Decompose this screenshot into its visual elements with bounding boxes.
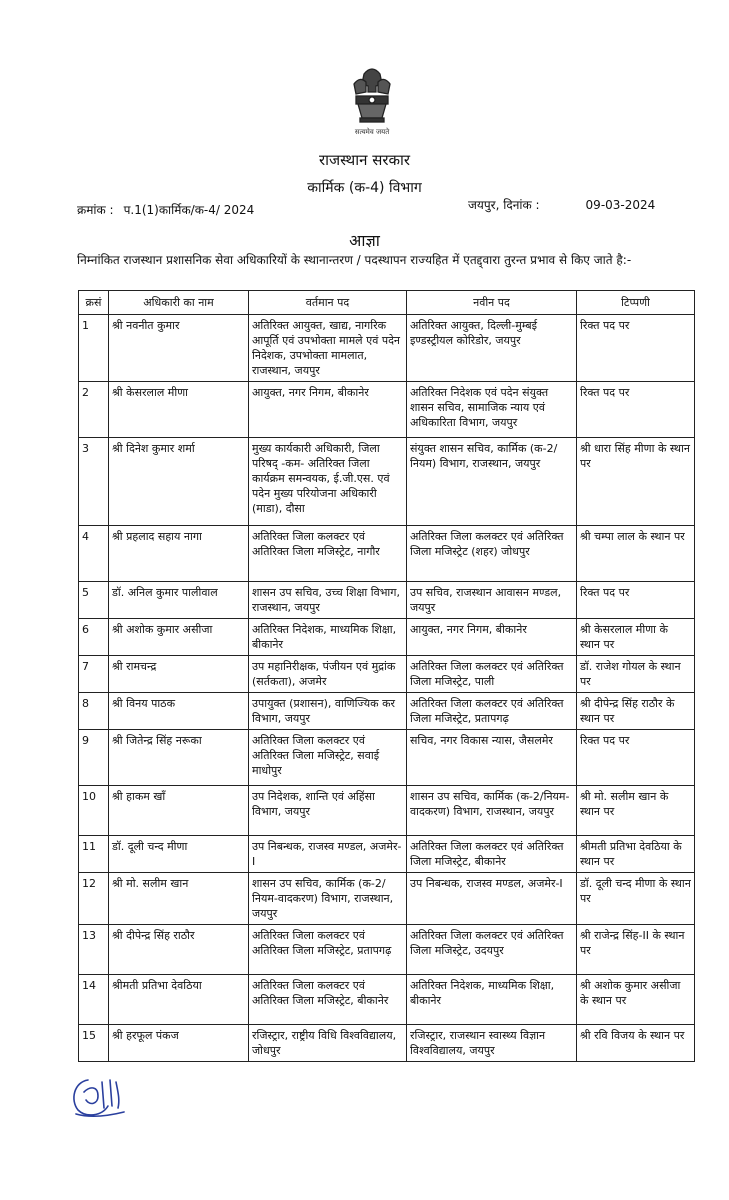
handwritten-signature-icon xyxy=(68,1072,128,1120)
cell-new-post: संयुक्त शासन सचिव, कार्मिक (क-2/नियम) विभाग, राजस्थान, जयपुर xyxy=(407,438,577,526)
header-remarks: टिप्पणी xyxy=(577,291,695,315)
table-row xyxy=(79,693,695,730)
header-new-post: नवीन पद xyxy=(407,291,577,315)
cell-current-post: उपायुक्त (प्रशासन), वाणिज्यिक कर विभाग, जयपुर xyxy=(249,693,407,730)
cell-officer-name: श्री मो. सलीम खान xyxy=(109,873,249,925)
cell-current-post: मुख्य कार्यकारी अधिकारी, जिला परिषद् -कम- अतिरिक्त जिला कार्यक्रम समन्वयक, ई.जी.एस. एवं पदेन मुख्य परियोजना अधिकारी (माडा), दौसा xyxy=(249,438,407,526)
cell-officer-name: श्री दिनेश कुमार शर्मा xyxy=(109,438,249,526)
cell-new-post: सचिव, नगर विकास न्यास, जैसलमेर xyxy=(407,730,577,786)
table-row xyxy=(79,1025,695,1062)
cell-remarks: श्रीमती प्रतिभा देवठिया के स्थान पर xyxy=(577,836,695,873)
cell-new-post: अतिरिक्त आयुक्त, दिल्ली-मुम्बई इण्डस्ट्रीयल कोरिडोर, जयपुर xyxy=(407,315,577,382)
table-row xyxy=(79,656,695,693)
cell-serial: 4 xyxy=(79,526,109,582)
reference-number xyxy=(77,201,254,218)
cell-officer-name: श्री प्रहलाद सहाय नागा xyxy=(109,526,249,582)
table-row xyxy=(79,873,695,925)
cell-new-post: आयुक्त, नगर निगम, बीकानेर xyxy=(407,619,577,656)
cell-remarks: रिक्त पद पर xyxy=(577,315,695,382)
table-row xyxy=(79,315,695,382)
place-date xyxy=(468,196,655,213)
cell-remarks: श्री धारा सिंह मीणा के स्थान पर xyxy=(577,438,695,526)
transfer-table xyxy=(78,290,695,1062)
cell-new-post: रजिस्ट्रार, राजस्थान स्वास्थ्य विज्ञान विश्वविद्यालय, जयपुर xyxy=(407,1025,577,1062)
cell-current-post: उप निबन्धक, राजस्व मण्डल, अजमेर-I xyxy=(249,836,407,873)
cell-officer-name: श्री रामचन्द्र xyxy=(109,656,249,693)
cell-serial: 8 xyxy=(79,693,109,730)
reference-label: क्रमांक : xyxy=(77,203,114,217)
cell-officer-name: श्री जितेन्द्र सिंह नरूका xyxy=(109,730,249,786)
table-row xyxy=(79,526,695,582)
cell-remarks: डॉ. राजेश गोयल के स्थान पर xyxy=(577,656,695,693)
cell-current-post: अतिरिक्त जिला कलक्टर एवं अतिरिक्त जिला मजिस्ट्रेट, सवाई माधोपुर xyxy=(249,730,407,786)
order-intro: निम्नांकित राजस्थान प्रशासनिक सेवा अधिकारियों के स्थानान्तरण / पदस्थापन राज्यहित में एतद्द्वारा तुरन्त प्रभाव से किए जाते है:- xyxy=(77,253,632,267)
department-heading: कार्मिक (क-4) विभाग xyxy=(307,180,422,196)
header-officer-name: अधिकारी का नाम xyxy=(109,291,249,315)
cell-remarks: श्री अशोक कुमार असीजा के स्थान पर xyxy=(577,975,695,1025)
cell-current-post: उप महानिरीक्षक, पंजीयन एवं मुद्रांक (सर्तकता), अजमेर xyxy=(249,656,407,693)
cell-new-post: उप सचिव, राजस्थान आवासन मण्डल, जयपुर xyxy=(407,582,577,619)
order-title: आज्ञा xyxy=(349,231,380,250)
cell-officer-name: श्री हरफूल पंकज xyxy=(109,1025,249,1062)
cell-officer-name: डॉ. दूली चन्द मीणा xyxy=(109,836,249,873)
cell-new-post: अतिरिक्त निदेशक एवं पदेन संयुक्त शासन सचिव, सामाजिक न्याय एवं अधिकारिता विभाग, जयपुर xyxy=(407,382,577,438)
cell-current-post: आयुक्त, नगर निगम, बीकानेर xyxy=(249,382,407,438)
cell-current-post: अतिरिक्त निदेशक, माध्यमिक शिक्षा, बीकानेर xyxy=(249,619,407,656)
cell-remarks: श्री रवि विजय के स्थान पर xyxy=(577,1025,695,1062)
cell-new-post: अतिरिक्त जिला कलक्टर एवं अतिरिक्त जिला मजिस्ट्रेट, बीकानेर xyxy=(407,836,577,873)
cell-officer-name: श्रीमती प्रतिभा देवठिया xyxy=(109,975,249,1025)
cell-serial: 9 xyxy=(79,730,109,786)
header-serial: क्रसं xyxy=(79,291,109,315)
table-row xyxy=(79,975,695,1025)
cell-serial: 13 xyxy=(79,925,109,975)
table-row xyxy=(79,619,695,656)
table-row xyxy=(79,786,695,836)
table-row xyxy=(79,438,695,526)
cell-new-post: अतिरिक्त जिला कलक्टर एवं अतिरिक्त जिला मजिस्ट्रेट, उदयपुर xyxy=(407,925,577,975)
cell-new-post: शासन उप सचिव, कार्मिक (क-2/नियम-वादकरण) विभाग, राजस्थान, जयपुर xyxy=(407,786,577,836)
table-row xyxy=(79,382,695,438)
cell-serial: 15 xyxy=(79,1025,109,1062)
cell-remarks: डॉ. दूली चन्द मीणा के स्थान पर xyxy=(577,873,695,925)
cell-new-post: अतिरिक्त जिला कलक्टर एवं अतिरिक्त जिला मजिस्ट्रेट, पाली xyxy=(407,656,577,693)
cell-officer-name: श्री विनय पाठक xyxy=(109,693,249,730)
cell-remarks: रिक्त पद पर xyxy=(577,730,695,786)
cell-current-post: अतिरिक्त जिला कलक्टर एवं अतिरिक्त जिला मजिस्ट्रेट, प्रतापगढ़ xyxy=(249,925,407,975)
cell-current-post: अतिरिक्त जिला कलक्टर एवं अतिरिक्त जिला मजिस्ट्रेट, बीकानेर xyxy=(249,975,407,1025)
cell-remarks: रिक्त पद पर xyxy=(577,582,695,619)
cell-serial: 7 xyxy=(79,656,109,693)
cell-serial: 3 xyxy=(79,438,109,526)
cell-serial: 12 xyxy=(79,873,109,925)
cell-serial: 14 xyxy=(79,975,109,1025)
cell-serial: 5 xyxy=(79,582,109,619)
reference-value: प.1(1)कार्मिक/क-4/ 2024 xyxy=(123,203,255,217)
cell-officer-name: श्री दीपेन्द्र सिंह राठौर xyxy=(109,925,249,975)
emblem-motto: सत्यमेव जयते xyxy=(354,128,390,136)
cell-remarks: श्री केसरलाल मीणा के स्थान पर xyxy=(577,619,695,656)
date-value: 09-03-2024 xyxy=(585,198,656,212)
cell-remarks: श्री चम्पा लाल के स्थान पर xyxy=(577,526,695,582)
cell-new-post: अतिरिक्त जिला कलक्टर एवं अतिरिक्त जिला मजिस्ट्रेट, प्रतापगढ़ xyxy=(407,693,577,730)
cell-officer-name: श्री केसरलाल मीणा xyxy=(109,382,249,438)
cell-current-post: उप निदेशक, शान्ति एवं अहिंसा विभाग, जयपुर xyxy=(249,786,407,836)
table-header-row xyxy=(79,291,695,315)
cell-remarks: श्री मो. सलीम खान के स्थान पर xyxy=(577,786,695,836)
table-row xyxy=(79,730,695,786)
government-heading: राजस्थान सरकार xyxy=(318,151,411,169)
cell-officer-name: डॉ. अनिल कुमार पालीवाल xyxy=(109,582,249,619)
cell-current-post: शासन उप सचिव, उच्च शिक्षा विभाग, राजस्थान, जयपुर xyxy=(249,582,407,619)
cell-serial: 10 xyxy=(79,786,109,836)
cell-remarks: श्री दीपेन्द्र सिंह राठौर के स्थान पर xyxy=(577,693,695,730)
table-row xyxy=(79,925,695,975)
cell-current-post: अतिरिक्त जिला कलक्टर एवं अतिरिक्त जिला मजिस्ट्रेट, नागौर xyxy=(249,526,407,582)
cell-current-post: अतिरिक्त आयुक्त, खाद्य, नागरिक आपूर्ति एवं उपभोक्ता मामले एवं पदेन निदेशक, उपभोक्ता मामलात, राजस्थान, जयपुर xyxy=(249,315,407,382)
cell-serial: 6 xyxy=(79,619,109,656)
cell-new-post: उप निबन्धक, राजस्व मण्डल, अजमेर-I xyxy=(407,873,577,925)
cell-officer-name: श्री नवनीत कुमार xyxy=(109,315,249,382)
cell-serial: 11 xyxy=(79,836,109,873)
cell-officer-name: श्री हाकम खाँ xyxy=(109,786,249,836)
cell-current-post: शासन उप सचिव, कार्मिक (क-2/नियम-वादकरण) विभाग, राजस्थान, जयपुर xyxy=(249,873,407,925)
cell-current-post: रजिस्ट्रार, राष्ट्रीय विधि विश्वविद्यालय, जोधपुर xyxy=(249,1025,407,1062)
table-row xyxy=(79,582,695,619)
cell-new-post: अतिरिक्त निदेशक, माध्यमिक शिक्षा, बीकानेर xyxy=(407,975,577,1025)
cell-remarks: रिक्त पद पर xyxy=(577,382,695,438)
cell-serial: 2 xyxy=(79,382,109,438)
cell-new-post: अतिरिक्त जिला कलक्टर एवं अतिरिक्त जिला मजिस्ट्रेट (शहर) जोधपुर xyxy=(407,526,577,582)
place-date-label: जयपुर, दिनांक : xyxy=(468,198,540,212)
header-current-post: वर्तमान पद xyxy=(249,291,407,315)
cell-officer-name: श्री अशोक कुमार असीजा xyxy=(109,619,249,656)
cell-remarks: श्री राजेन्द्र सिंह-II के स्थान पर xyxy=(577,925,695,975)
table-row xyxy=(79,836,695,873)
cell-serial: 1 xyxy=(79,315,109,382)
